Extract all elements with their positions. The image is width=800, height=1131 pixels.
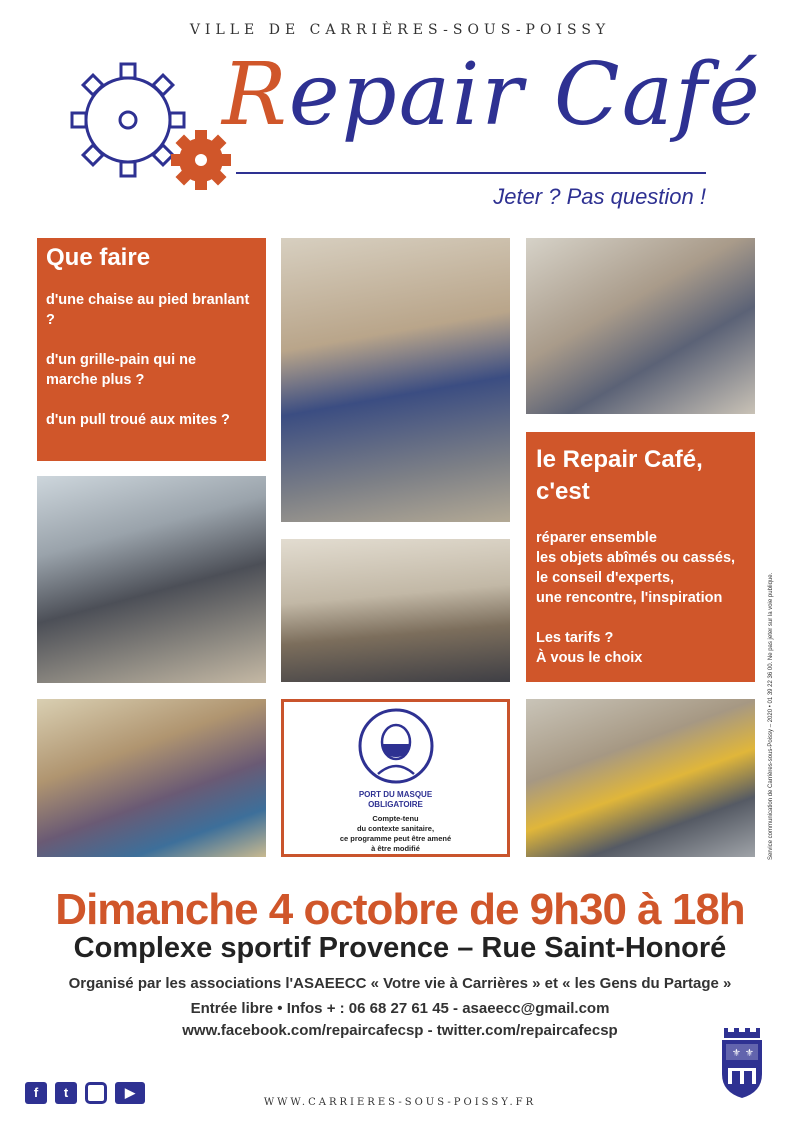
- definition-heading: [536, 444, 746, 508]
- definition-heading-line1: le Repair Café,: [536, 446, 703, 473]
- que-faire-box: [37, 238, 266, 461]
- mask-body-line: ce programme peut être amené: [339, 834, 452, 843]
- mask-body-line: Compte-tenu: [372, 814, 419, 823]
- mask-title-line1: PORT DU MASQUE: [358, 790, 433, 799]
- definition-line: réparer ensemble: [536, 530, 657, 546]
- tagline: Jeter ? Pas question !: [493, 184, 706, 209]
- que-faire-heading: Que faire: [46, 244, 151, 271]
- mask-body: [284, 814, 507, 854]
- event-organizers: Organisé par les associations l'ASAEECC « Votre vie à Carrières » et « les Gens du Partage »: [68, 975, 732, 992]
- gear-logo-icon: [66, 58, 236, 198]
- mask-title-line2: OBLIGATOIRE: [368, 800, 423, 809]
- svg-text:⚜: ⚜: [732, 1048, 741, 1059]
- title-initial: R: [222, 45, 289, 145]
- svg-text:⚜: ⚜: [745, 1048, 754, 1059]
- price-line: À vous le choix: [536, 650, 643, 666]
- city-name: VILLE DE CARRIÈRES-SOUS-POISSY: [189, 22, 611, 38]
- mask-notice: [281, 699, 510, 857]
- twitter-icon[interactable]: t: [55, 1082, 77, 1104]
- photo-repairer-bench: [281, 238, 510, 522]
- city-crest-icon: [718, 1024, 766, 1100]
- title-rule: [236, 172, 706, 174]
- website-url[interactable]: WWW.CARRIERES-SOUS-POISSY.FR: [263, 1097, 537, 1108]
- event-date: Dimanche 4 octobre de 9h30 à 18h: [55, 885, 745, 934]
- face-mask-icon: [358, 708, 434, 784]
- question-item: d'un pull troué aux mites ?: [46, 412, 230, 428]
- repair-cafe-title: [222, 45, 762, 145]
- facebook-icon[interactable]: f: [25, 1082, 47, 1104]
- question-item: d'une chaise au pied branlant ?: [46, 292, 250, 328]
- event-links[interactable]: www.facebook.com/repaircafecsp - twitter.com/repaircafecsp: [182, 1022, 618, 1039]
- title-rest: epair Café: [288, 45, 762, 145]
- photo-repair-table: [526, 238, 755, 414]
- definition-line: les objets abîmés ou cassés,: [536, 550, 736, 566]
- mask-body-line: à être modifié: [371, 844, 420, 853]
- legal-side-note: Service communication de Carrières-sous-Poissy – 2020 • 01 39 22 36 00. Ne pas jeter sur la voie publique.: [768, 572, 774, 860]
- question-item: d'un grille-pain qui ne marche plus ?: [46, 352, 197, 388]
- event-venue: Complexe sportif Provence – Rue Saint-Honoré: [73, 932, 727, 964]
- photo-soldering: [37, 699, 266, 857]
- definition-line: une rencontre, l'inspiration: [536, 590, 723, 606]
- mask-title: [284, 790, 507, 810]
- event-contact: Entrée libre • Infos + : 06 68 27 61 45 - asaeecc@gmail.com: [190, 1000, 610, 1017]
- definition-heading-line2: c'est: [536, 478, 590, 505]
- youtube-icon[interactable]: ▶: [115, 1082, 145, 1104]
- photo-tv-repair: [526, 699, 755, 857]
- repair-cafe-definition-box: [526, 432, 755, 682]
- photo-electronics-repair: [37, 476, 266, 683]
- mask-body-line: du contexte sanitaire,: [356, 824, 435, 833]
- definition-line: le conseil d'experts,: [536, 570, 675, 586]
- photo-bicycle-repair: [281, 539, 510, 682]
- price-line: Les tarifs ?: [536, 630, 614, 646]
